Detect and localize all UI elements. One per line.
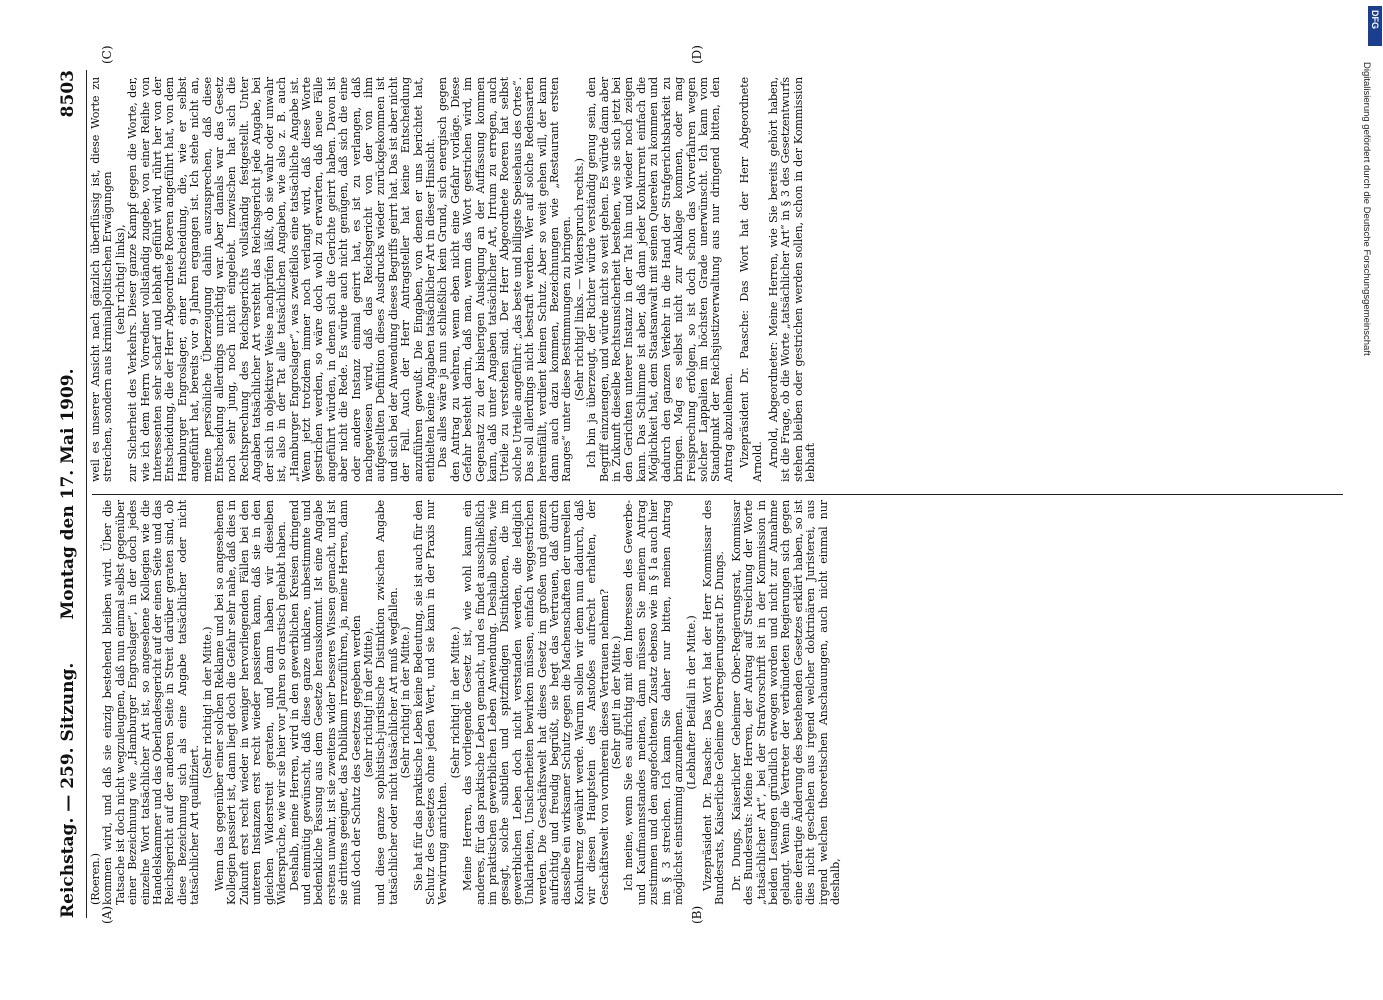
dfg-logo: DFG bbox=[1368, 6, 1382, 46]
margin-mark-a: (A) bbox=[100, 905, 114, 924]
interjection: (Sehr richtig! in der Mitte.) bbox=[399, 626, 413, 779]
interjection: (Sehr richtig! links. — Widerspruch rechts.) bbox=[572, 158, 586, 401]
paragraph: Wenn das gegenüber einer solchen Reklame und bei so angesehenen Kollegien passiert ist, dann liegt doch die Gefahr sehr nahe, daß dies in Zukunft erst recht wieder in weniger hervorliegenden Fällen bei den unteren Instanzen erst recht wieder passieren kann, daß sie in den gleichen Widerstreit geraten, und dann haben wir dieselben Widersprüche, wie wir sie hier vor Jahren so drastisch gehabt haben. bbox=[213, 500, 289, 905]
paragraph: Ich meine, wenn Sie es aufrichtig mit den Interessen des Gewerbe- und Kaufmannsstandes meinen, dann müssen Sie meinem Antrag zustimmen und den angefochtenen Zusatz ebenso wie in § 1a auch hier im § 3 streichen. Ich kann Sie daher nur bitten, meinen Antrag möglichst einstimmig anzunehmen. bbox=[622, 500, 686, 905]
speaker-paragraph: Vizepräsident Dr. Paasche: Das Wort hat der Herr Kommissar des Bundesrats, Kaiserliche Geheime Oberregierungsrat Dr. Dungs. bbox=[700, 500, 727, 905]
interjection: (Lebhafter Beifall in der Mitte.) bbox=[684, 615, 698, 790]
interjection: (Sehr richtig! in der Mitte.) bbox=[448, 626, 462, 779]
speaker-paragraph: Dr. Dungs, Kaiserlicher Geheimer Ober-Regierungsrat, Kommissar des Bundesrats: Meine Herren, der Antrag auf Streichung der Worte „tatsächlicher Art“, bei der Strafvorschrift ist in der Kommission in beiden Lesungen gründlich erwogen worden und nicht zur Annahme gelangt. Wenn die Vertreter der verbündeten Regierungen sich gegen eine derartige Änderung des bestehenden Gesetzes erklärt haben, so ist dies nicht geschehen aus irgend welcher doktrinären Juristerei, aus irgend welchen theoretischen Anschauungen, auch nicht einmal nur deshalb, bbox=[729, 500, 842, 905]
left-column bbox=[90, 500, 842, 905]
paragraph: weil es unserer Ansicht nach gänzlich überflüssig ist, diese Worte zu streichen, sondern aus kriminalpolitischen Erwägungen bbox=[89, 77, 115, 482]
interjection: (Sehr gut! in der Mitte.) bbox=[610, 635, 624, 770]
margin-mark-d: (D) bbox=[690, 45, 704, 64]
interjection: (sehr richtig! links), bbox=[113, 224, 127, 335]
paragraph: Sie hat für das praktische Leben keine Bedeutung, sie ist auch für den Schutz des Gesetzes ohne jeden Wert, und sie kann in der Praxis nur Verwirrung anrichten. bbox=[411, 500, 450, 905]
speaker-paragraph: Arnold, Abgeordneter: Meine Herren, wie Sie bereits gehört haben, ist die Frage, ob die Worte „tatsächlicher Art“ in § 3 des Gesetzentwurfs stehen bleiben oder gestrichen werden sollen, schon in der Kommission lebhaft bbox=[766, 77, 818, 482]
interjection: (sehr richtig! in der Mitte), bbox=[361, 627, 375, 778]
paragraph: und diese ganze sophistisch-juristische Distinktion zwischen Angabe tatsächlicher oder nicht tatsächlicher Art muß wegfallen. bbox=[374, 500, 400, 905]
interjection: (Sehr richtig! in der Mitte.) bbox=[200, 626, 214, 779]
header-left: Reichstag. — 259. Sitzung. bbox=[58, 662, 78, 918]
paragraph: Das alles wäre ja nun schließlich kein Grund, sich energisch gegen den Antrag zu wehren, wenn eben nicht eine Gefahr vorläge. Diese Gefahr besteht darin, daß man, wenn das Wort gestrichen wird, im Gegensatz zu der bisherigen Auslegung an der Auffassung kommen kann, daß unter Angaben tatsächlicher Art, Irrtum zu erregen, auch Urteile zu verstehen sind. Der Herr Abgeordnete Roeren hat selbst solche Urteile angeführt: „das beste und billigste Speisehaus des Ortes“. Das soll allerdings nicht bestraft werden. Wer auf solche Redensarten hereinfällt, verdient keinen Schutz. Aber so weit gehen will, der kann dann auch dazu kommen, Bezeichnungen wie „Restaurant ersten Ranges“ unter diese Bestimmungen zu bringen. bbox=[436, 77, 574, 482]
margin-mark-b: (B) bbox=[690, 905, 704, 924]
header-date: Montag den 17. Mai 1909. bbox=[58, 368, 78, 620]
header-rule bbox=[86, 70, 87, 918]
paragraph: zur Sicherheit des Verkehrs. Dieser ganze Kampf gegen die Worte, der, wie ich dem Herrn Vorredner vollständig zugebe, von einer Reihe von Interessenten sehr scharf und lebhaft geführt wird, rührt her von der Entscheidung, die der Herr Abgeordnete Roeren angeführt hat, von dem Hamburger Engroslager, einer Entscheidung, die, wie er selbst angeführt hat, bereits vor 9 Jahren ergangen ist. Ich stehe nicht an, meine persönliche Überzeugung dahin auszusprechen, daß diese Entscheidung allerdings unrichtig war. Aber damals war das Gesetz noch sehr jung, noch nicht eingelebt. Inzwischen hat sich die Rechtsprechung des Reichsgerichts vollständig festgestellt. Unter Angaben tatsächlicher Art versteht das Reichsgericht jede Angabe, bei der sich in objektiver Weise nachprüfen läßt, ob sie wahr oder unwahr ist, also in der Tat alle tatsächlichen Angaben, wie also z. B. auch „Hamburger Engroslager“, was zweifellos eine tatsächliche Angabe ist. Wenn jetzt trotzdem immer noch verlangt wird, daß diese Worte gestrichen werden, so wäre doch wohl zu erwarten, daß neue Fälle angeführt würden, in denen sich die Gerichte geirrt haben. Davon ist aber nicht die Rede. Es würde auch nicht genügen, daß sich die eine oder andere Instanz einmal geirrt hat, es ist zu verlangen, daß nachgewiesen wird, daß das Reichsgericht von der von ihm aufgestellten Definition dieses Ausdrucks wieder zurückgekommen ist und sich bei der Anwendung dieses Begriffs geirrt hat. Das ist aber nicht der Fall. Auch der Herr Antragsteller hat keine Entscheidung anzuführen gewußt. Die Eingaben, von denen er uns berichtet hat, enthielten keine Angaben tatsächlicher Art in dieser Hinsicht. bbox=[126, 77, 437, 482]
column-divider bbox=[92, 494, 1343, 495]
speaker-paragraph: Vizepräsident Dr. Paasche: Das Wort hat der Herr Abgeordnete Arnold. bbox=[738, 77, 764, 482]
digitization-credit: Digitalisierung gefördert durch die Deutsche Forschungsgemeinschaft bbox=[1361, 62, 1372, 356]
speaker-tag: (Roeren.) bbox=[89, 853, 102, 905]
paragraph: Ich bin ja überzeugt, der Richter würde verständig genug sein, den Begriff einzuengen, und würde nicht so weit gehen. Es würde dann aber in Zukunft dieselbe Rechtsunsicherheit bestehen, wie sie sich jetzt bei den Gerichten unterer Instanz in der Tat hin und wieder noch zeigen kann. Das Schlimme ist aber, daß dann jeder Konkurrent einfach die Möglichkeit hat, dem Staatsanwalt mit seinen Querelen zu kommen und dadurch den ganzen Verkehr in die Hand der Strafgerichtsbarkeit zu bringen. Mag es selbst nicht zur Anklage kommen, oder mag Freisprechung erfolgen, so ist doch schon das Vorverfahren wegen solcher Lappalien im höchsten Grade unerwünscht. Ich kann vom Standpunkt der Reichsjustizverwaltung aus nur dringend bitten, den Antrag abzulehnen. bbox=[585, 77, 735, 482]
page-header bbox=[58, 70, 82, 918]
paragraph: Meine Herren, das vorliegende Gesetz ist, wie wohl kaum ein anderes, für das praktische Leben gemacht, und es findet ausschließlich im praktischen gewerblichen Leben Anwendung. Deshalb sollten, wie gesagt, solche subtilen und spitzfindigen Distinktionen, die im gewerblichen Leben doch nicht verstanden werden, die lediglich Unklarheiten, Unsicherheiten bewirken müssen, einfach weggestrichen werden. Die Geschäftswelt hat dieses Gesetz im großen und ganzen aufrichtig und freudig begrüßt, sie hegt das Vertrauen, daß durch dasselbe ein wirksamer Schutz gegen die Machenschaften der unreellen Konkurrenz gewährt werde. Warum sollen wir denn nun dadurch, daß wir diesen Hauptstein des Anstoßes aufrecht erhalten, der Geschäftswelt von vornherein dieses Vertrauen nehmen? bbox=[461, 500, 611, 905]
page-number: 8503 bbox=[58, 70, 78, 118]
paragraph: Deshalb, meine Herren, wird in den gewerblichen Kreisen dringend und einmütig gewünscht, daß diese ganze unklare, unbestimmte und bedenkliche Fassung aus dem Gesetze herauskommt. Ist eine Angabe erstens unwahr, ist sie zweitens wider besseres Wissen gemacht, und ist sie drittens geeignet, das Publikum irrezuführen, ja, meine Herren, dann muß doch der Schutz des Gesetzes gegeben werden bbox=[287, 500, 363, 905]
right-column bbox=[90, 77, 818, 482]
margin-mark-c: (C) bbox=[100, 45, 114, 64]
paragraph: kommen wird, und daß sie einzig bestehend bleiben wird. Über die Tatsache ist doch nicht wegzuleugnen, daß nun einmal selbst gegenüber einer Bezeichnung wie „Hamburger Engroslager“, in der doch jedes einzelne Wort tatsächlicher Art ist, so angesehene Kollegien wie die Handelskammer und das Oberlandesgericht auf der einen Seite und das Reichsgericht auf der anderen Seite in Streit darüber geraten sind, ob diese Bezeichnung sich als eine Angabe tatsächlicher oder nicht tatsächlicher Art qualifiziert. bbox=[101, 500, 202, 905]
